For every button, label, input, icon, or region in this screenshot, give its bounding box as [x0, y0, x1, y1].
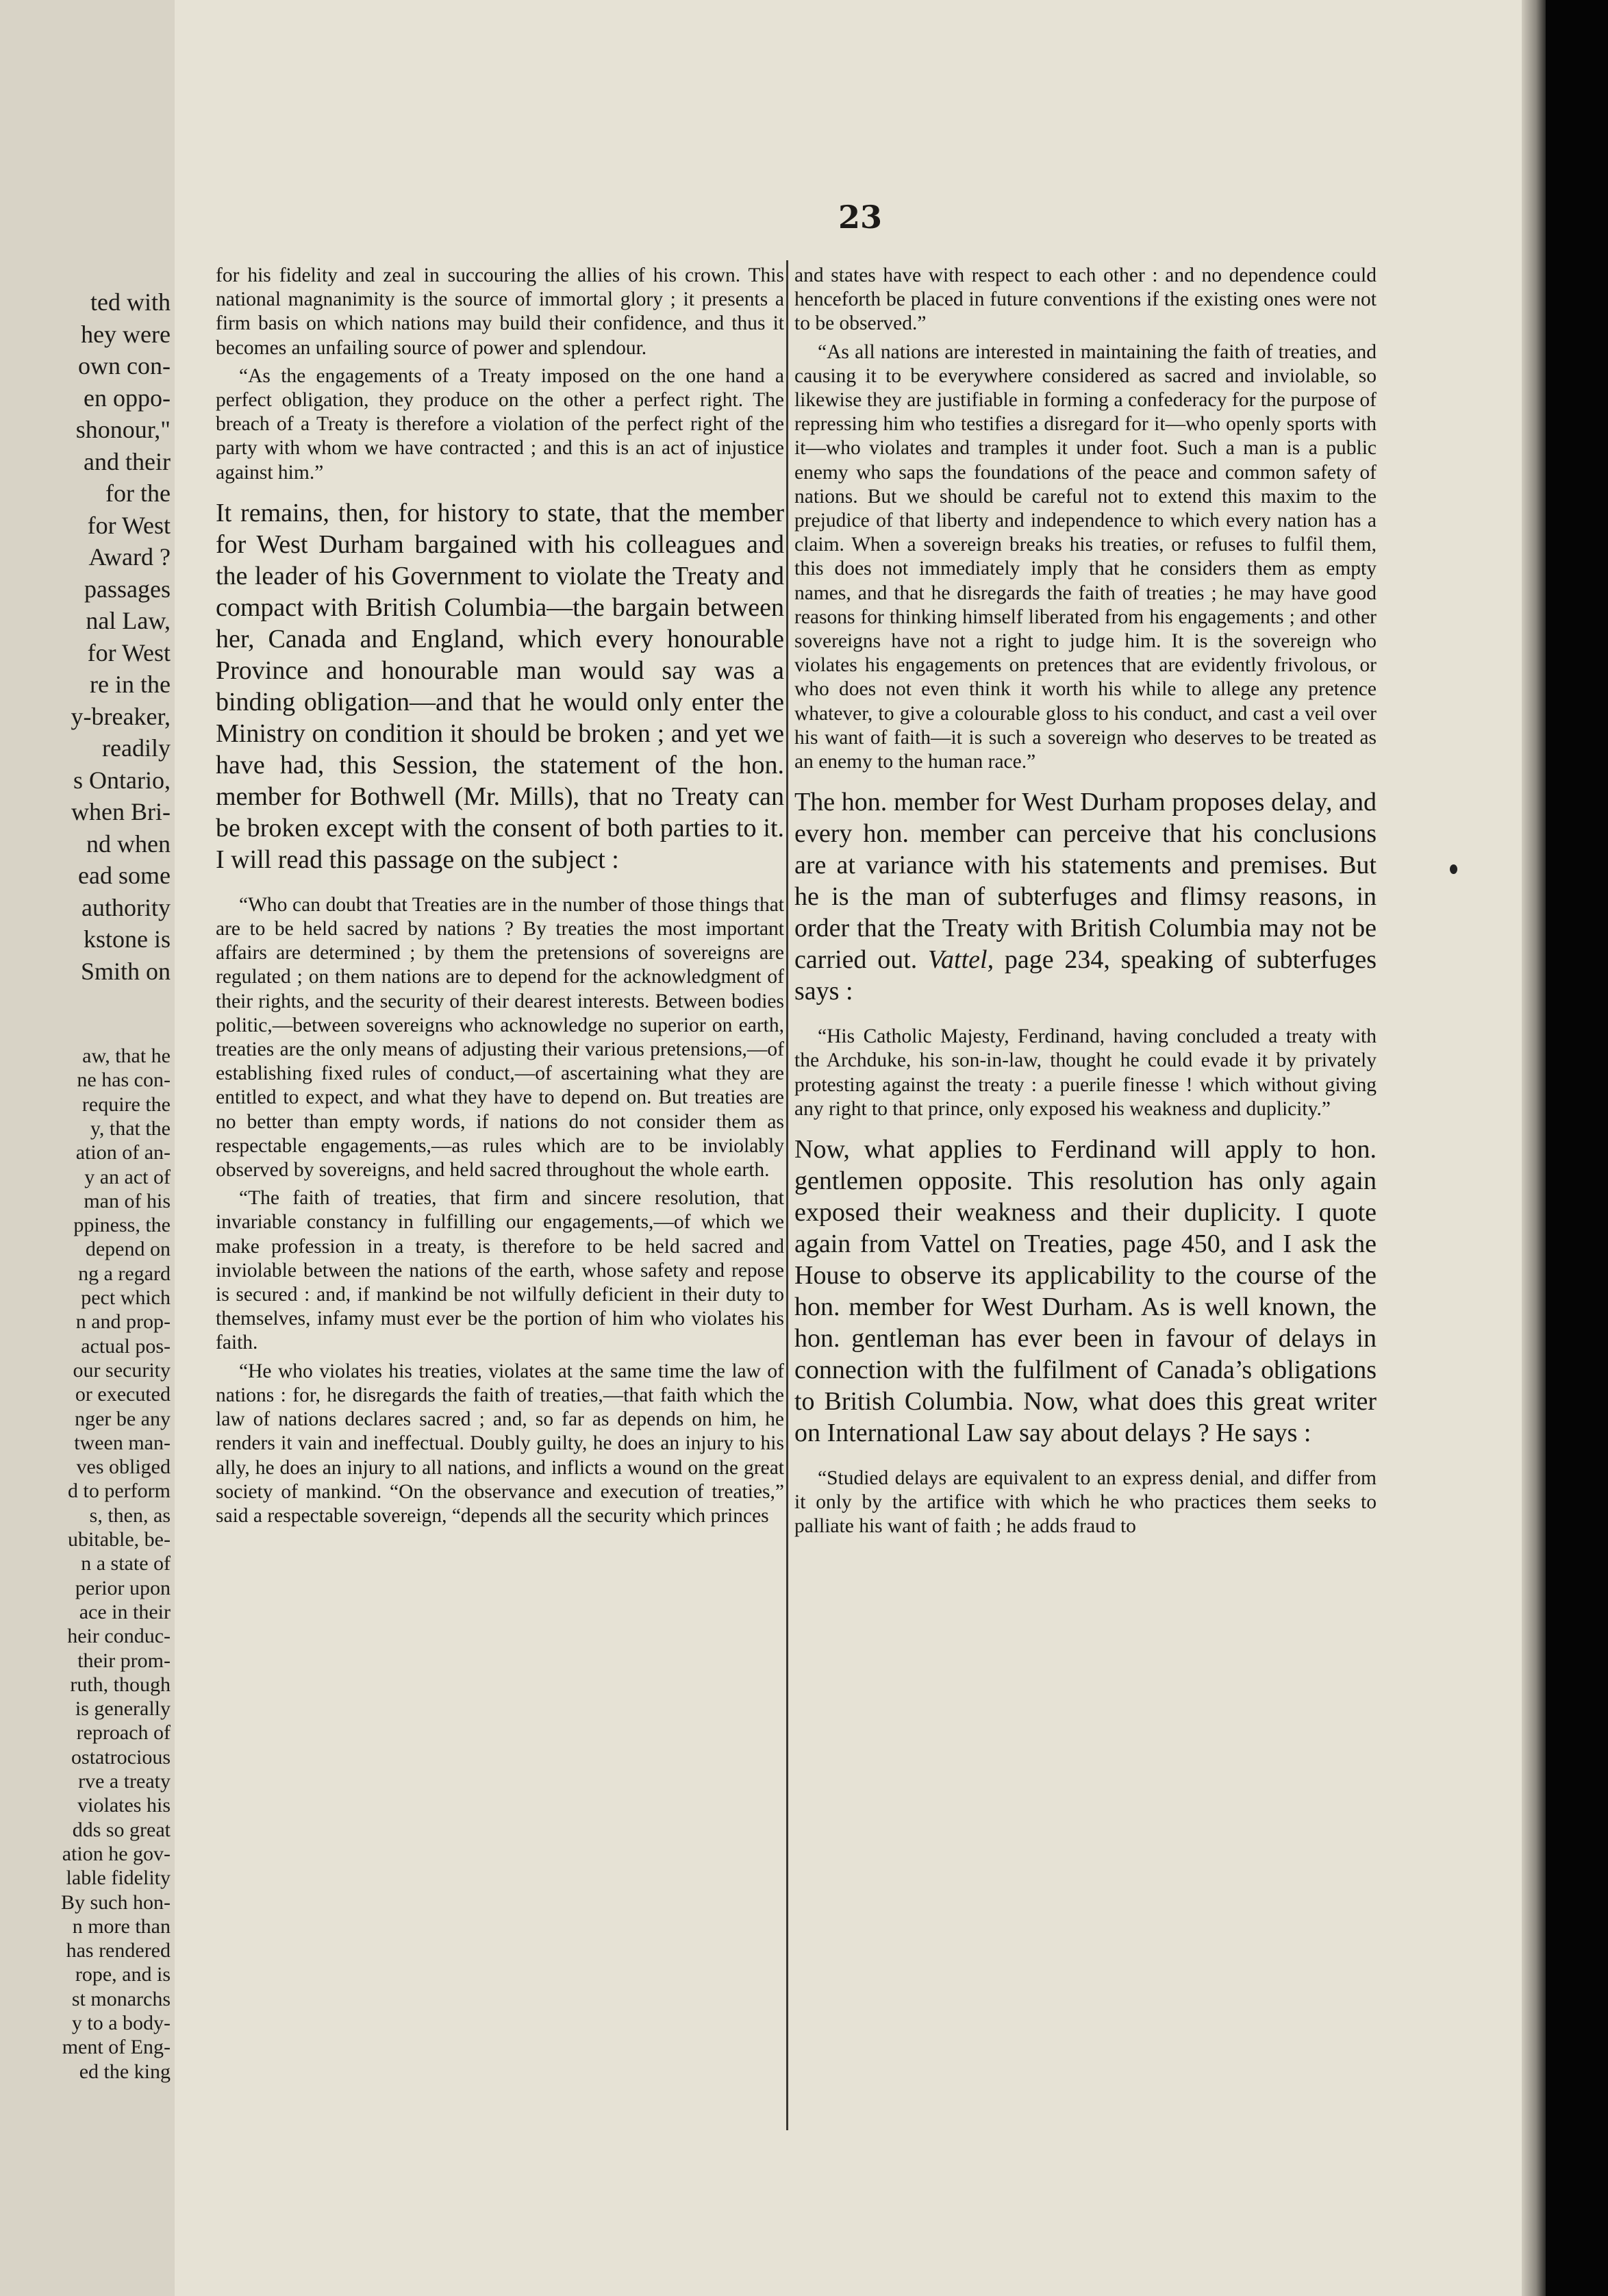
- fragment-line: ation he gov-: [62, 1842, 171, 1865]
- fragment-line: our security: [73, 1358, 171, 1382]
- fragment-line: require the: [81, 1093, 171, 1116]
- ink-blot: [1450, 864, 1457, 874]
- fragment-line: ation of an-: [75, 1141, 171, 1164]
- fragment-line: s Ontario,: [73, 766, 171, 794]
- fragment-line: nd when: [86, 829, 171, 858]
- left-column: [216, 264, 784, 1532]
- fragment-line: ace in their: [79, 1600, 171, 1623]
- fragment-line: ne has con-: [77, 1069, 171, 1092]
- fragment-line: ng a regard: [78, 1262, 171, 1285]
- quote-paragraph: for his fidelity and zeal in succouring the allies of his crown. This national magnanimity is the source of immortal glory ; it presents a firm basis on which nations may build their confidence, and thus it becomes an unfailing source of power and splendour.: [216, 264, 784, 359]
- body-paragraph: [794, 786, 1377, 1007]
- page-edge: [1522, 0, 1546, 2296]
- fragment-line: tween man-: [74, 1431, 171, 1454]
- fragment-line: own con-: [78, 352, 171, 379]
- fragment-line: ted with: [90, 288, 171, 316]
- fragment-line: aw, that he: [82, 1045, 171, 1067]
- body-text: page 234, speaking of subterfuges says :: [794, 945, 1377, 1006]
- fragment-line: d to perform: [68, 1480, 171, 1503]
- fragment-line: or executed: [75, 1383, 171, 1406]
- fragment-line: rve a treaty: [78, 1770, 171, 1793]
- quote-paragraph: “As the engagements of a Treaty imposed on the one hand a perfect obligation, they produce on the other a perfect right. The breach of a Treaty is therefore a violation of the perfect right of the party with whom we have contracted ; and this is an act of injustice against him.”: [216, 364, 784, 484]
- fragment-line: ruth, though: [70, 1673, 171, 1696]
- fragment-line: nger be any: [75, 1407, 171, 1430]
- fragment-line: nal Law,: [86, 607, 171, 634]
- fragment-line: ed the king: [79, 2060, 171, 2083]
- quote-paragraph: “Studied delays are equivalent to an express denial, and differ from it only by the artifice with which he who practices them seeks to palliate his want of faith ; he adds fraud to: [794, 1467, 1377, 1538]
- fragment-line: n a state of: [81, 1552, 171, 1575]
- fragment-line: By such hon-: [61, 1891, 171, 1914]
- fragment-line: ves obliged: [76, 1456, 171, 1479]
- fragment-line: for the: [105, 479, 171, 507]
- quote-paragraph: “As all nations are interested in maintaining the faith of treaties, and causing it to be everywhere considered as sacred and inviolable, so likewise they are justifiable in forming a confederacy for the purpose of repressing him who testifies a disregard for it—who openly sports with it—who violates and tramples it under foot. Such a man is a public enemy who saps the foundations of the peace and common safety of nations. But we should be careful not to extend this maxim to the prejudice of that liberty and independence to which every nation has a claim. When a sovereign breaks his treaties, or refuses to fulfil them, this does not immediately imply that he considers them as empty names, and that he disregards the faith of treaties ; he may have good reasons for thinking himself liberated from his engagements ; and other sovereigns have not a right to judge him. It is the sovereign who violates his engagements on pretences that are evidently frivolous, or who does not even think it worth his while to allege any pretence whatever, to give a colourable gloss to his conduct, and cast a veil over his want of faith—it is such a sovereign who deserves to be treated as an enemy to the human race.”: [794, 340, 1377, 773]
- fragment-line: dds so great: [72, 1818, 171, 1841]
- quote-paragraph: “Who can doubt that Treaties are in the number of those things that are to be held sacred by nations ? By treaties the most important affairs are determined ; by them the pretensions of sovereigns are regulated ; on them nations are to depend for the acknowledgment of their rights, and the security of their dearest interests. Between bodies politic,—between sovereigns who acknowledge no superior on earth, treaties are the only means of adjusting their various pretensions,—of establishing fixed rules of conduct,—of ascertaining what they are entitled to expect, and what they have to depend on. But treaties are no better than empty words, if nations do not consider them as respectable engagements,—as rules which are to be inviolably observed by sovereigns, and held sacred throughout the whole earth.: [216, 893, 784, 1182]
- fragment-line: Smith on: [80, 957, 171, 985]
- body-paragraph: Now, what applies to Ferdinand will apply to hon. gentlemen opposite. This resolution has only again exposed their weakness and their duplicity. I quote again from Vattel on Treaties, page 450, and I ask the House to observe its applicability to the course of the hon. member for West Durham. As is well known, the hon. gentleman has ever been in favour of delays in connection with the fulfilment of Canada’s obligations to British Columbia. Now, what does this great writer on International Law say about delays ? He says :: [794, 1135, 1377, 1448]
- fragment-line: ead some: [78, 862, 171, 889]
- fragment-line: y to a body-: [71, 2012, 171, 2034]
- fragment-line: y an act of: [84, 1165, 171, 1188]
- fragment-line: ppiness, the: [73, 1214, 171, 1237]
- fragment-line: ubitable, be-: [68, 1528, 171, 1551]
- fragment-line: their prom-: [77, 1649, 171, 1672]
- fragment-line: Award ?: [88, 543, 171, 571]
- fragment-line: is generally: [75, 1697, 171, 1721]
- quote-paragraph: and states have with respect to each other : and no dependence could henceforth be placed in future conventions if the existing ones were not to be observed.”: [794, 264, 1377, 335]
- fragment-line: shonour,": [75, 416, 171, 443]
- fragment-line: actual pos-: [81, 1334, 171, 1358]
- emphasized-name: Vattel,: [928, 945, 994, 975]
- fragment-line: y, that the: [90, 1116, 171, 1140]
- fragment-line: man of his: [84, 1189, 171, 1212]
- fragment-line: violates his: [77, 1794, 171, 1817]
- fragment-line: and their: [84, 447, 171, 475]
- fragment-line: en oppo-: [84, 384, 171, 412]
- fragment-line: hey were: [81, 320, 171, 348]
- fragment-line: ostatrocious: [71, 1745, 171, 1769]
- fragment-line: depend on: [85, 1238, 171, 1261]
- fragment-line: passages: [84, 575, 171, 603]
- fragment-line: for West: [87, 511, 171, 539]
- quote-paragraph: “The faith of treaties, that firm and sincere resolution, that invariable constancy in fulfilling our engagements,—of which we make profession in a treaty, is therefore to be held sacred and inviolable between the nations of the earth, whose safety and repose is secured : and, if mankind be not wilfully deficient in their duty to themselves, infamy must ever be the portion of him who violates his faith.: [216, 1187, 784, 1354]
- fragment-line: n and prop-: [75, 1310, 171, 1334]
- scan-border: [1546, 0, 1608, 2296]
- page-number: 23: [838, 199, 882, 236]
- body-paragraph: It remains, then, for history to state, that the member for West Durham bargained with his colleagues and the leader of his Government to violate the Treaty and compact with British Columbia—the bargain between her, Canada and England, which every honourable Province and honourable man would say was a binding obligation—and that he would only enter the Ministry on condition it should be broken ; and yet we have had, this Session, the statement of the hon. member for Bothwell (Mr. Mills), that no Treaty can be broken except with the consent of both parties to it. I will read this passage on the subject :: [216, 498, 784, 874]
- fragment-line: reproach of: [76, 1721, 171, 1745]
- fragment-line: pect which: [81, 1286, 171, 1309]
- right-column: [794, 264, 1377, 1543]
- body-text: The hon. member for West Durham proposes delay, and every hon. member can perceive that his conclusions are at variance with his statements and premises. But he is the man of subterfuges and flimsy reasons, in order that the Treaty with British Columbia may not be carried out.: [794, 788, 1377, 975]
- fragment-line: s, then, as: [89, 1503, 171, 1527]
- fragment-line: st monarchs: [71, 1987, 171, 2010]
- fragment-line: when Bri-: [71, 798, 171, 825]
- column-divider: [786, 260, 788, 2130]
- fragment-line: rope, and is: [75, 1963, 171, 1986]
- fragment-line: authority: [81, 893, 171, 921]
- fragment-line: kstone is: [83, 925, 171, 953]
- quote-paragraph: “He who violates his treaties, violates at the same time the law of nations : for, he disregards the faith of treaties,—that faith which the law of nations declares sacred ; and, so far as depends on him, he renders it vain and ineffectual. Doubly guilty, he does an injury to his ally, he does an injury to all nations, and inflicts a wound on the great society of mankind. “On the observance and execution of treaties,” said a respectable sovereign, “depends all the security which princes: [216, 1360, 784, 1527]
- quote-paragraph: “His Catholic Majesty, Ferdinand, having concluded a treaty with the Archduke, his son-in-law, thought he could evade it by privately protesting against the treaty : a puerile finesse ! which without giving any right to that prince, only exposed his weakness and duplicity.”: [794, 1025, 1377, 1120]
- fragment-line: n more than: [72, 1914, 171, 1938]
- fragment-line: lable fidelity: [66, 1867, 171, 1890]
- fragment-line: ment of Eng-: [62, 2036, 171, 2059]
- fragment-line: re in the: [90, 671, 171, 698]
- fragment-line: perior upon: [75, 1576, 171, 1599]
- fragment-line: heir conduc-: [67, 1625, 171, 1648]
- book-page: [175, 0, 1546, 2296]
- fragment-line: for West: [87, 638, 171, 666]
- fragment-line: readily: [102, 734, 171, 762]
- fragment-line: has rendered: [66, 1939, 171, 1962]
- fragment-line: y-breaker,: [71, 702, 171, 730]
- facing-page-fragment: [0, 0, 181, 2296]
